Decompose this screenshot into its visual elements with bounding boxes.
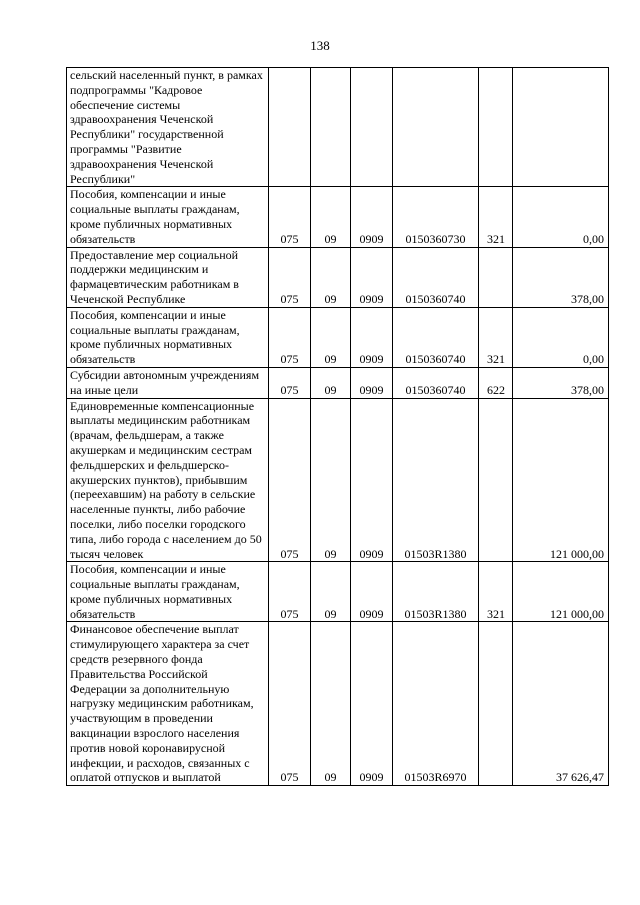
table-row (67, 622, 609, 786)
amount-cell: 37 626,47 (513, 622, 609, 786)
expense-type-cell (479, 68, 513, 187)
table-row (67, 398, 609, 562)
amount-cell: 121 000,00 (513, 562, 609, 622)
section-code-cell: 09 (311, 247, 351, 307)
page-number: 138 (310, 38, 330, 53)
subsection-code-cell: 0909 (351, 307, 393, 367)
expense-type-cell: 321 (479, 562, 513, 622)
expense-type-cell: 622 (479, 367, 513, 398)
target-article-cell: 0150360730 (393, 187, 479, 247)
subsection-code-cell: 0909 (351, 562, 393, 622)
subsection-code-cell (351, 68, 393, 187)
table-row (67, 367, 609, 398)
subsection-code-cell: 0909 (351, 622, 393, 786)
expense-type-cell (479, 247, 513, 307)
section-code-cell: 09 (311, 398, 351, 562)
subsection-code-cell: 0909 (351, 367, 393, 398)
section-code-cell: 09 (311, 562, 351, 622)
target-article-cell (393, 68, 479, 187)
ministry-code-cell: 075 (269, 367, 311, 398)
expense-type-cell (479, 398, 513, 562)
target-article-cell: 01503R6970 (393, 622, 479, 786)
ministry-code-cell (269, 68, 311, 187)
subsection-code-cell: 0909 (351, 398, 393, 562)
amount-cell (513, 68, 609, 187)
table-row (67, 68, 609, 187)
expense-type-cell: 321 (479, 307, 513, 367)
target-article-cell: 01503R1380 (393, 562, 479, 622)
ministry-code-cell: 075 (269, 398, 311, 562)
section-code-cell: 09 (311, 307, 351, 367)
amount-cell: 0,00 (513, 187, 609, 247)
table-row (67, 187, 609, 247)
expense-type-cell: 321 (479, 187, 513, 247)
amount-cell: 378,00 (513, 367, 609, 398)
ministry-code-cell: 075 (269, 247, 311, 307)
expense-type-cell (479, 622, 513, 786)
target-article-cell: 0150360740 (393, 307, 479, 367)
table-row (67, 562, 609, 622)
amount-cell: 0,00 (513, 307, 609, 367)
section-code-cell: 09 (311, 622, 351, 786)
amount-cell: 378,00 (513, 247, 609, 307)
section-code-cell (311, 68, 351, 187)
budget-table-body (67, 68, 609, 786)
ministry-code-cell: 075 (269, 187, 311, 247)
row-name-cell: Пособия, компенсации и иные социальные выплаты гражданам, кроме публичных нормативных обязательств (67, 187, 269, 247)
target-article-cell: 01503R1380 (393, 398, 479, 562)
row-name-cell: Финансовое обеспечение выплат стимулирующего характера за счет средств резервного фонда Правительства Российской Федерации за дополнительную нагрузку медицинским работникам, участвующим в проведении вакцинации взрослого населения против новой коронавирусной инфекции, и расходов, связанных с оплатой отпусков и выплатой (67, 622, 269, 786)
ministry-code-cell: 075 (269, 622, 311, 786)
target-article-cell: 0150360740 (393, 367, 479, 398)
amount-cell: 121 000,00 (513, 398, 609, 562)
section-code-cell: 09 (311, 367, 351, 398)
ministry-code-cell: 075 (269, 562, 311, 622)
table-row (67, 307, 609, 367)
ministry-code-cell: 075 (269, 307, 311, 367)
subsection-code-cell: 0909 (351, 247, 393, 307)
row-name-cell: Предоставление мер социальной поддержки медицинским и фармацевтическим работникам в Чеченской Республике (67, 247, 269, 307)
row-name-cell: Пособия, компенсации и иные социальные выплаты гражданам, кроме публичных нормативных обязательств (67, 562, 269, 622)
target-article-cell: 0150360740 (393, 247, 479, 307)
budget-table (66, 67, 609, 786)
row-name-cell: сельский населенный пункт, в рамках подпрограммы "Кадровое обеспечение системы здравоохранения Чеченской Республики" государственной программы "Развитие здравоохранения Чеченской Республики" (67, 68, 269, 187)
table-row (67, 247, 609, 307)
row-name-cell: Единовременные компенсационные выплаты медицинским работникам (врачам, фельдшерам, а также акушеркам и медицинским сестрам фельдшерских и фельдшерско-акушерских пунктов), прибывшим (переехавшим) на работу в сельские населенные пункты, либо рабочие поселки, либо поселки городского типа, либо города с населением до 50 тысяч человек (67, 398, 269, 562)
subsection-code-cell: 0909 (351, 187, 393, 247)
row-name-cell: Субсидии автономным учреждениям на иные цели (67, 367, 269, 398)
row-name-cell: Пособия, компенсации и иные социальные выплаты гражданам, кроме публичных нормативных обязательств (67, 307, 269, 367)
section-code-cell: 09 (311, 187, 351, 247)
